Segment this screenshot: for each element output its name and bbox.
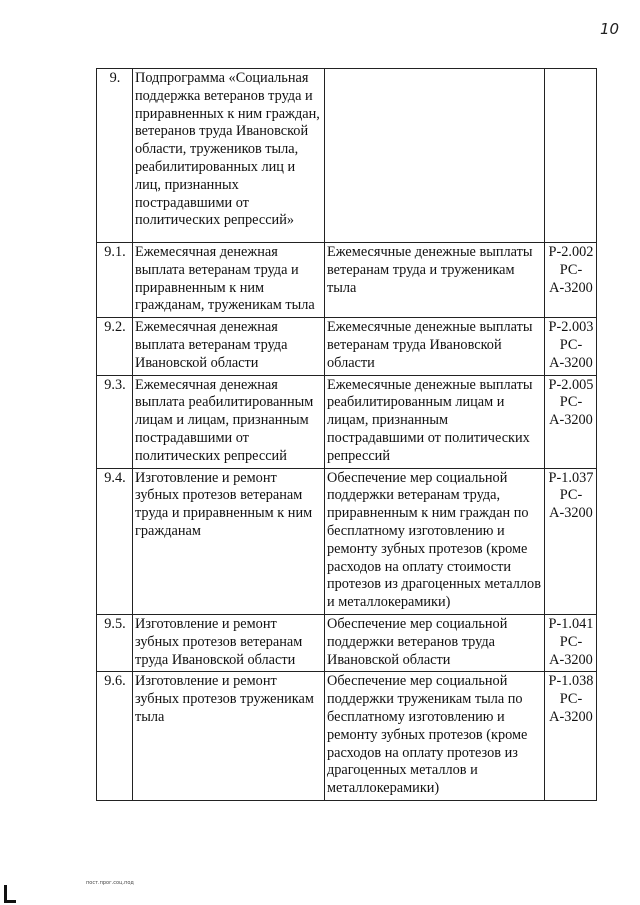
- row-description: Ежемесячные денежные выплаты ветеранам труда Ивановской области: [325, 318, 545, 375]
- row-code: Р-2.005 РС-А-3200: [545, 375, 597, 468]
- row-number: 9.1.: [97, 243, 133, 318]
- table-row: [97, 69, 597, 243]
- table-row: [97, 468, 597, 614]
- page-number: 10: [600, 20, 620, 38]
- row-description: Ежемесячные денежные выплаты реабилитированным лицам и лицам, признанным пострадавшими от политических репрессий: [325, 375, 545, 468]
- row-code: Р-1.041 РС-А-3200: [545, 614, 597, 671]
- row-name: Изготовление и ремонт зубных протезов труженикам тыла: [133, 672, 325, 801]
- table-row: [97, 318, 597, 375]
- row-name: Ежемесячная денежная выплата реабилитированным лицам и лицам, признанным пострадавшими от политических репрессий: [133, 375, 325, 468]
- row-description: Ежемесячные денежные выплаты ветеранам труда и труженикам тыла: [325, 243, 545, 318]
- row-number: 9.: [97, 69, 133, 243]
- row-number: 9.5.: [97, 614, 133, 671]
- footer-filename: пост.прог.соц.под: [86, 880, 134, 886]
- row-code: Р-1.038 РС-А-3200: [545, 672, 597, 801]
- program-table: [96, 68, 597, 801]
- row-number: 9.2.: [97, 318, 133, 375]
- row-code: [545, 69, 597, 243]
- row-description: Обеспечение мер социальной поддержки ветеранов труда Ивановской области: [325, 614, 545, 671]
- table-row: [97, 375, 597, 468]
- row-name: Изготовление и ремонт зубных протезов ветеранам труда Ивановской области: [133, 614, 325, 671]
- row-description: [325, 69, 545, 243]
- row-code: Р-2.002 РС-А-3200: [545, 243, 597, 318]
- corner-mark: [4, 885, 7, 903]
- row-description: Обеспечение мер социальной поддержки труженикам тыла по бесплатному изготовлению и ремонту зубных протезов (кроме расходов на оплату протезов из драгоценных металлов и металлокерамики): [325, 672, 545, 801]
- row-name: Изготовление и ремонт зубных протезов ветеранам труда и приравненным к ним гражданам: [133, 468, 325, 614]
- row-name: Подпрограмма «Социальная поддержка ветеранов труда и приравненных к ним граждан, ветеранов труда Ивановской области, тружеников тыла, реабилитированных лиц и лиц, признанных пострадавшими от политических репрессий»: [133, 69, 325, 243]
- row-code: Р-2.003 РС-А-3200: [545, 318, 597, 375]
- row-description: Обеспечение мер социальной поддержки ветеранам труда, приравненным к ним граждан по бесплатному изготовлению и ремонту зубных протезов (кроме расходов на оплату стоимости протезов из драгоценных металлов и металлокерамики): [325, 468, 545, 614]
- row-name: Ежемесячная денежная выплата ветеранам труда и приравненным к ним гражданам, труженикам тыла: [133, 243, 325, 318]
- row-code: Р-1.037 РС-А-3200: [545, 468, 597, 614]
- row-name: Ежемесячная денежная выплата ветеранам труда Ивановской области: [133, 318, 325, 375]
- row-number: 9.4.: [97, 468, 133, 614]
- row-number: 9.3.: [97, 375, 133, 468]
- row-number: 9.6.: [97, 672, 133, 801]
- table-row: [97, 243, 597, 318]
- table-row: [97, 614, 597, 671]
- table-row: [97, 672, 597, 801]
